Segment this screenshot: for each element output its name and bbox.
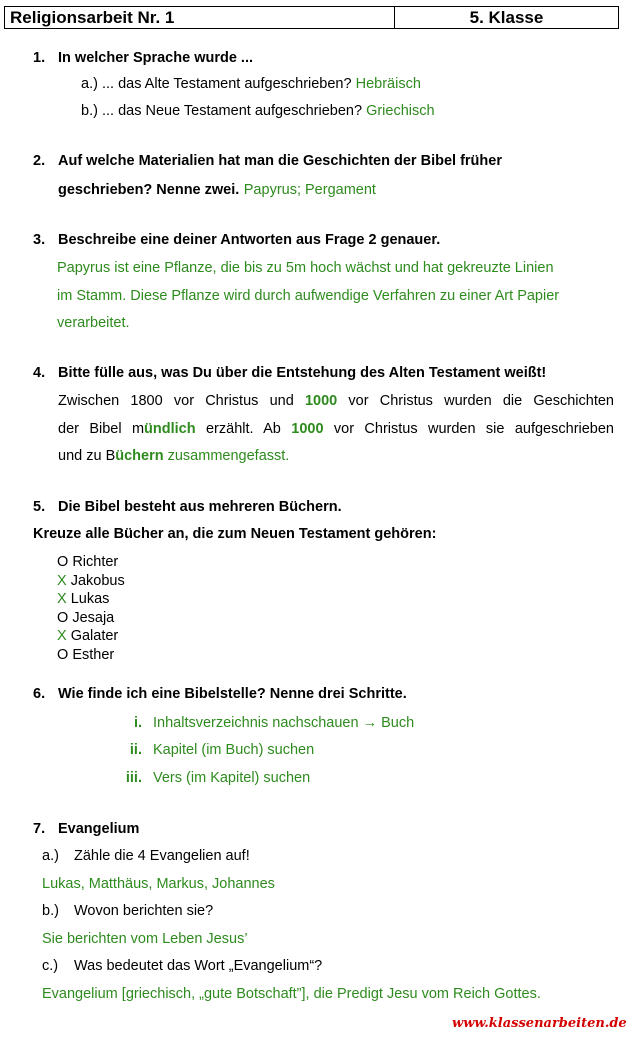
- q4-fill-year: 1000: [304, 393, 338, 409]
- q4-fill-word: üchern: [115, 448, 164, 464]
- q4-text: Zwischen 1800 vor Christus und: [58, 393, 305, 409]
- step-numeral: i.: [133, 715, 142, 731]
- checkbox-mark: X: [57, 572, 67, 589]
- step-numeral: ii.: [129, 742, 142, 758]
- q7-a-question: Zähle die 4 Evangelien auf!: [74, 848, 250, 864]
- q1-a-answer: Hebräisch: [355, 76, 421, 92]
- q4-text: vor Christus wurden die Geschichten: [337, 393, 614, 409]
- q3-answer-line: Papyrus ist eine Pflanze, die bis zu 5m hoch wächst und hat gekreuzte Linien: [57, 260, 554, 276]
- q2-question-line1: Auf welche Materialien hat man die Geschichten der Bibel früher: [58, 153, 502, 169]
- q7-number: 7.: [33, 821, 46, 837]
- q2-answer: Papyrus; Pergament: [243, 182, 376, 198]
- q7-c-label: c.): [42, 958, 59, 974]
- q1-a-label: a.) ... das Alte Testament aufgeschrieben?: [81, 76, 352, 92]
- q6-step: [153, 715, 414, 731]
- checklist-item: [57, 646, 125, 665]
- q2-number: 2.: [33, 153, 46, 169]
- checkbox-mark: X: [57, 628, 67, 644]
- arrow-right-icon: →: [362, 715, 378, 731]
- checkbox-mark: O: [57, 646, 69, 663]
- checklist-item: [57, 590, 125, 609]
- q6-step: [153, 742, 314, 758]
- q7-a-answer: Lukas, Matthäus, Markus, Johannes: [42, 876, 275, 892]
- q6-question: Wie finde ich eine Bibelstelle? Nenne drei Schritte.: [58, 686, 407, 702]
- q1-b-line: [81, 103, 435, 119]
- book-name: Jesaja: [72, 609, 115, 626]
- q7-c-question: Was bedeutet das Wort „Evangelium“?: [74, 958, 323, 974]
- q6-step-number: [110, 742, 142, 758]
- q4-fill-year: 1000: [291, 420, 324, 437]
- checklist-item: [57, 572, 125, 591]
- q7-a-label: a.): [42, 848, 59, 864]
- q4-line1: [58, 388, 614, 416]
- q3-answer: [57, 255, 559, 338]
- q7-c-answer: Evangelium [griechisch, „gute Botschaft”], die Predigt Jesu vom Reich Gottes.: [42, 986, 541, 1002]
- step-numeral: iii.: [125, 770, 142, 786]
- step-text: Vers (im Kapitel) suchen: [153, 770, 311, 786]
- q4-text: erzählt. Ab: [195, 420, 292, 437]
- grade-label: 5. Klasse: [469, 8, 544, 27]
- header-table: [4, 6, 619, 29]
- checkbox-mark: O: [57, 609, 69, 626]
- book-name: Lukas: [70, 591, 110, 607]
- book-name: Esther: [72, 646, 115, 663]
- website-watermark: www.klassenarbeiten.de: [452, 1016, 627, 1031]
- q6-number: 6.: [33, 686, 46, 702]
- q4-text: vor Christus wurden sie aufgeschrieben: [323, 420, 614, 437]
- book-name: Richter: [72, 554, 119, 570]
- q2-line2: [58, 181, 376, 199]
- document-title: Religionsarbeit Nr. 1: [5, 7, 395, 28]
- q7-b-answer: Sie berichten vom Leben Jesus’: [42, 931, 248, 947]
- checkbox-mark: X: [57, 591, 67, 607]
- q4-line2: [58, 416, 614, 444]
- checklist-item: [57, 609, 125, 628]
- checklist-item: [57, 553, 125, 572]
- q5-question: Die Bibel besteht aus mehreren Büchern.: [58, 499, 342, 515]
- q1-number: 1.: [33, 50, 46, 66]
- q4-question: Bitte fülle aus, was Du über die Entstehung des Alten Testament weißt!: [58, 365, 547, 381]
- q4-text: und zu B: [58, 448, 116, 464]
- book-name: Jakobus: [70, 572, 125, 589]
- q6-step-number: [110, 715, 142, 731]
- step-text: Buch: [377, 715, 415, 731]
- step-text: Kapitel (im Buch) suchen: [153, 742, 315, 758]
- q4-fill-word: zusammengefasst.: [163, 448, 290, 464]
- q1-question: In welcher Sprache wurde ...: [58, 50, 254, 66]
- q6-step: [153, 770, 310, 786]
- q7-question: Evangelium: [58, 821, 140, 837]
- checkbox-mark: O: [57, 554, 69, 570]
- q4-fill-word: ündlich: [144, 420, 196, 437]
- q6-step-number: [110, 770, 142, 786]
- q4-number: 4.: [33, 365, 46, 381]
- q5-instruction: Kreuze alle Bücher an, die zum Neuen Testament gehören:: [33, 526, 437, 542]
- q1-b-label: b.) ... das Neue Testament aufgeschrieben?: [81, 103, 363, 119]
- checklist-item: [57, 627, 125, 646]
- q3-question: Beschreibe eine deiner Antworten aus Frage 2 genauer.: [58, 232, 441, 248]
- q7-b-label: b.): [42, 903, 59, 919]
- q5-checklist: [57, 553, 125, 664]
- q1-b-answer: Griechisch: [366, 103, 435, 119]
- q7-b-question: Wovon berichten sie?: [74, 903, 214, 919]
- q3-answer-line: im Stamm. Diese Pflanze wird durch aufwendige Verfahren zu einer Art Papier: [57, 287, 560, 304]
- q4-answer: [58, 388, 614, 471]
- q3-number: 3.: [33, 232, 46, 248]
- q1-a-line: [81, 76, 421, 92]
- q4-text: der Bibel m: [58, 420, 145, 437]
- q4-line3: [58, 443, 614, 471]
- q3-answer-line: verarbeitet.: [57, 315, 130, 331]
- q2-question-line2: geschrieben? Nenne zwei.: [58, 182, 240, 198]
- book-name: Galater: [70, 628, 119, 644]
- q5-number: 5.: [33, 499, 46, 515]
- step-text: Inhaltsverzeichnis nachschauen: [153, 715, 363, 731]
